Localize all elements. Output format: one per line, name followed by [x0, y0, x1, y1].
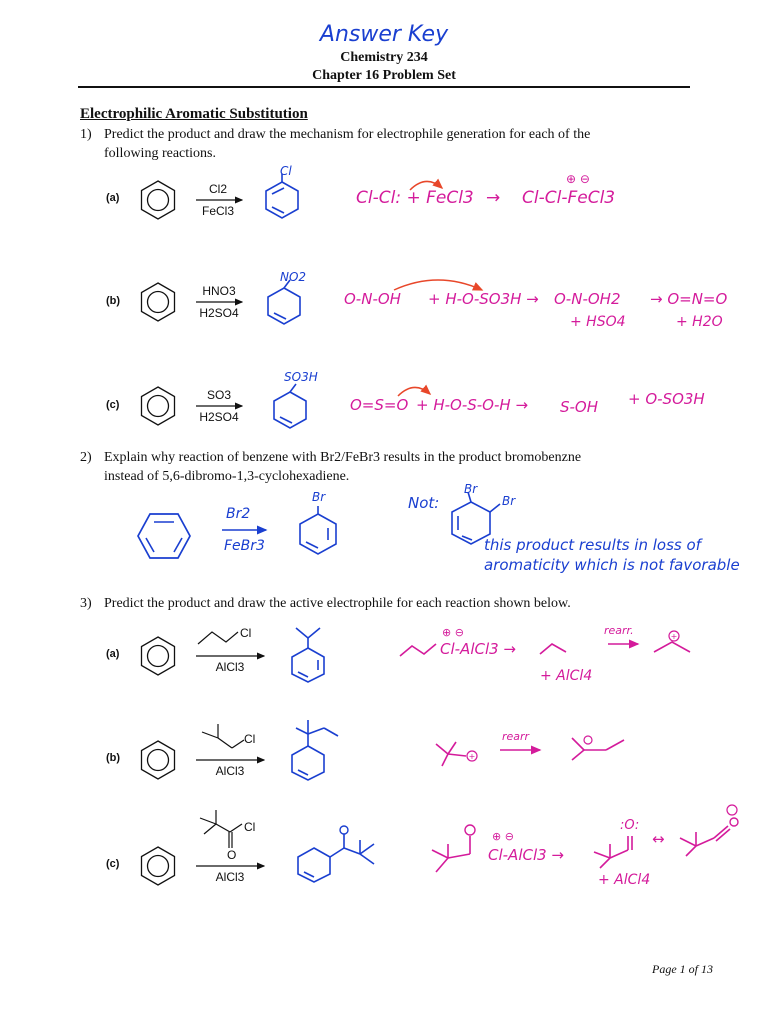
- q1-text: Predict the product and draw the mechanism for electrophile generation for each of the: [104, 127, 591, 142]
- q1a-arrow: [196, 196, 244, 204]
- q3b-neopentyl-chain: [200, 722, 246, 752]
- q1c-product-sub: SO3H: [284, 370, 318, 384]
- q2-product-ring: [296, 512, 340, 556]
- answer-key-title: Answer Key: [319, 22, 449, 47]
- q2-reagent-top: Br2: [226, 506, 251, 522]
- q3c-mech-acylium-2: [678, 804, 742, 860]
- q1a-mech-3: Cl-Cl-FeCl3: [522, 188, 616, 208]
- q3-number: 3): [80, 596, 92, 611]
- course-title: Chemistry 234: [340, 50, 428, 65]
- q1b-reagent-top: HNO3: [202, 284, 236, 298]
- q1b-arrow: [196, 298, 244, 306]
- q2-text-line2: instead of 5,6-dibromo-1,3-cyclohexadiene.: [104, 469, 350, 484]
- q1b-mech-6: + H2O: [676, 314, 723, 330]
- q3a-mech-cation: [650, 630, 698, 660]
- q1c-mech-2: + H-O-S-O-H →: [416, 396, 529, 414]
- q3b-benzene: [138, 740, 178, 780]
- q1a-label: (a): [106, 192, 120, 204]
- q3a-benzene: [138, 636, 178, 676]
- q3b-arrow: [196, 756, 266, 764]
- page-number: Page 1 of 13: [652, 962, 713, 976]
- q1c-product-ring: [270, 390, 310, 430]
- q1b-mech-1: O-N-OH: [344, 290, 401, 308]
- q3a-mech-charges: ⊕ ⊖: [442, 626, 464, 639]
- q2-alt-sub-2: Br: [502, 494, 516, 508]
- q3b-reagent-top: Cl: [244, 732, 256, 746]
- q3c-benzene: [138, 846, 178, 886]
- q1b-mech-4: → O=N=O: [650, 290, 728, 308]
- q3c-arrow: [196, 862, 266, 870]
- q3c-mech-acyl: [428, 822, 488, 882]
- q1b-mech-2: + H-O-SO3H →: [428, 290, 539, 308]
- q2-reagent-bottom: FeBr3: [224, 538, 265, 554]
- q3b-mech-cation: [432, 738, 482, 770]
- q1c-arrow: [196, 402, 244, 410]
- q1a-product-sub: Cl: [280, 164, 292, 178]
- q1b-reagent-bottom: H2SO4: [199, 306, 239, 320]
- q1-text-line2: following reactions.: [104, 146, 216, 161]
- q3c-mech-2: :O:: [620, 818, 640, 833]
- q3b-mech-product: [566, 732, 628, 764]
- q2-alt-sub-1: Br: [464, 482, 478, 496]
- q1c-reagent-top: SO3: [206, 388, 231, 402]
- section-title: Electrophilic Aromatic Substitution: [80, 106, 308, 122]
- q3c-reagent-bottom: AlCl3: [215, 870, 245, 884]
- q3-text: Predict the product and draw the active electrophile for each reaction shown below.: [104, 596, 571, 611]
- q3c-mech-acylium: [592, 834, 644, 870]
- q1a-mech-2: →: [486, 188, 501, 208]
- q3b-label: (b): [106, 752, 121, 764]
- q3c-product: [294, 826, 384, 886]
- q1b-benzene: [138, 282, 178, 322]
- q1c-mech-4: + O-SO3H: [628, 390, 705, 408]
- q1b-label: (b): [106, 295, 121, 307]
- q3c-acyl-chain: [198, 808, 246, 852]
- q3a-mech-3: + AlCl4: [540, 668, 593, 684]
- q3b-product: [288, 718, 348, 782]
- q2-explanation-2: aromaticity which is not favorable: [484, 556, 740, 574]
- svg-text:+: +: [670, 632, 678, 641]
- q3c-mech-charges: ⊕ ⊖: [492, 830, 514, 843]
- q3a-product: [286, 622, 340, 684]
- q3a-mech-product: [538, 640, 572, 658]
- q1c-benzene: [138, 386, 178, 426]
- q3c-mech-4: + AlCl4: [598, 872, 651, 888]
- q2-text: Explain why reaction of benzene with Br2/FeBr3 results in the product bromobenzne: [104, 450, 582, 465]
- q3b-rearr-arrow: [500, 746, 544, 754]
- q1a-product-ring: [262, 180, 302, 220]
- q2-explanation-1: this product results in loss of: [484, 536, 701, 554]
- q3c-mech-1: Cl-AlCl3 →: [488, 846, 565, 864]
- chapter-title: Chapter 16 Problem Set: [312, 68, 456, 83]
- q3a-mech-2: rearr.: [604, 624, 634, 637]
- q2-product-sub: Br: [312, 490, 326, 504]
- q3c-reagent-o: O: [227, 848, 237, 862]
- q1c-label: (c): [106, 399, 120, 411]
- q3b-mech-1: rearr: [502, 730, 530, 743]
- header-rule: [78, 86, 690, 88]
- q3a-label: (a): [106, 648, 120, 660]
- q2-benzene-handdrawn: [136, 510, 192, 562]
- q1a-reagent-top: Cl2: [208, 182, 227, 196]
- q1a-charges: ⊕ ⊖: [566, 172, 590, 186]
- q3a-rearr-arrow: [608, 640, 642, 648]
- q2-arrow: [222, 526, 268, 534]
- q1b-product-sub: NO2: [280, 270, 307, 284]
- q3c-reagent-top: Cl: [244, 820, 256, 834]
- q1b-mech-5: + HSO4: [570, 314, 626, 330]
- q3a-mech-1: Cl-AlCl3 →: [440, 640, 517, 658]
- q3c-label: (c): [106, 858, 120, 870]
- q3a-reagent-bottom: AlCl3: [215, 660, 245, 674]
- svg-text:+: +: [468, 752, 476, 761]
- q3c-mech-3: ↔: [652, 830, 665, 848]
- q3a-mech-chain: [398, 640, 440, 660]
- q1b-product-ring: [264, 286, 304, 326]
- q1c-reagent-bottom: H2SO4: [199, 410, 239, 424]
- q1b-mech-3: O-N-OH2: [554, 290, 621, 308]
- q1a-mech-1: Cl-Cl: + FeCl3: [356, 188, 474, 208]
- q1a-reagent-bottom: FeCl3: [201, 204, 234, 218]
- q1a-curved-arrow: [408, 176, 448, 196]
- q3a-arrow: [196, 652, 266, 660]
- q2-number: 2): [80, 450, 92, 465]
- q3a-reagent-top: Cl: [240, 626, 252, 640]
- q1-number: 1): [80, 127, 92, 142]
- q3a-propyl-chain: [196, 626, 242, 648]
- q1c-mech-1: O=S=O: [350, 396, 409, 414]
- q3b-reagent-bottom: AlCl3: [215, 764, 245, 778]
- q1c-mech-3: S-OH: [560, 398, 599, 416]
- q2-not-label: Not:: [408, 494, 440, 512]
- q1a-benzene: [138, 180, 178, 220]
